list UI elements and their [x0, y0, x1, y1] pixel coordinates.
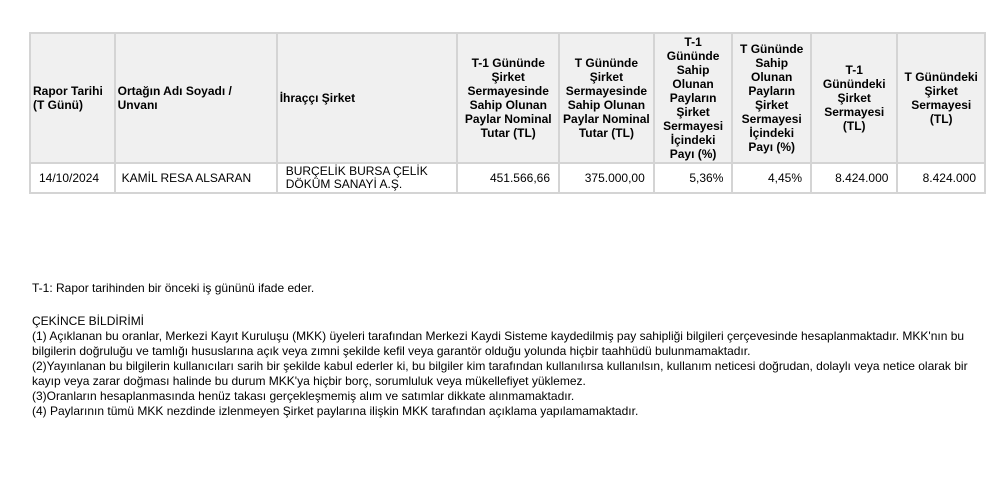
cell-t1-share: 5,36% [654, 163, 733, 193]
col-issuer: İhraççı Şirket [277, 33, 458, 163]
cell-t1-nominal: 451.566,66 [457, 163, 559, 193]
cell-t-nominal: 375.000,00 [559, 163, 654, 193]
col-report-date: Rapor Tarihi (T Günü) [30, 33, 115, 163]
table-row [30, 163, 985, 193]
col-t-share: T Gününde Sahip Olunan Payların Şirket Sermayesi İçindeki Payı (%) [732, 33, 811, 163]
col-t1-nominal: T-1 Gününde Şirket Sermayesinde Sahip Olunan Paylar Nominal Tutar (TL) [457, 33, 559, 163]
cell-t-share: 4,45% [732, 163, 811, 193]
disclaimer-title: ÇEKİNCE BİLDİRİMİ [32, 314, 145, 328]
disclaimer-item: (3)Oranların hesaplanmasında henüz takası gerçekleşmemiş alım ve satımlar dikkate alınmamaktadır. [32, 389, 575, 403]
cell-date: 14/10/2024 [30, 163, 115, 193]
disclaimer-item: (1) Açıklanan bu oranlar, Merkezi Kayıt Kuruluşu (MKK) üyeleri tarafından Merkezi Kaydi Sisteme kaydedilmiş pay sahipliği bilgileri çerçevesinde hesaplanmaktadır. MKK'nın bu bilgilerin doğruluğu ve tamlığı hususlarına açık veya zımni şekilde kefil veya garantör olduğu yolunda hiçbir taahhüdü bulunmamaktadır. [32, 329, 965, 358]
col-t1-capital: T-1 Günündeki Şirket Sermayesi (TL) [811, 33, 897, 163]
cell-t-capital: 8.424.000 [897, 163, 985, 193]
col-t-nominal: T Gününde Şirket Sermayesinde Sahip Olunan Paylar Nominal Tutar (TL) [559, 33, 654, 163]
disclaimer-item: (4) Paylarının tümü MKK nezdinde izlenmeyen Şirket paylarına ilişkin MKK tarafından açıklama yapılamamaktadır. [32, 404, 639, 418]
disclaimer [32, 314, 972, 419]
col-t1-share: T-1 Gününde Sahip Olunan Payların Şirket Sermayesi İçindeki Payı (%) [654, 33, 733, 163]
col-t-capital: T Günündeki Şirket Sermayesi (TL) [897, 33, 985, 163]
header-row [30, 33, 985, 163]
cell-t1-capital: 8.424.000 [811, 163, 897, 193]
t1-note: T-1: Rapor tarihinden bir önceki iş gününü ifade eder. [32, 281, 315, 295]
cell-partner: KAMİL RESA ALSARAN [115, 163, 277, 193]
ownership-table [29, 32, 986, 194]
cell-issuer: BURÇELİK BURSA ÇELİK DÖKÜM SANAYİ A.Ş. [277, 163, 458, 193]
disclaimer-item: (2)Yayınlanan bu bilgilerin kullanıcıları sarih bir şekilde kabul ederler ki, bu bilgiler kim tarafından kullanılırsa kullanılsın, kullanım neticesi doğrudan, dolaylı veya netice olarak bir kayıp veya zarar doğması halinde bu durum MKK'ya hiçbir borç, sorumluluk veya mükellefiyet yüklemez. [32, 359, 968, 388]
col-partner-name: Ortağın Adı Soyadı / Unvanı [115, 33, 277, 163]
